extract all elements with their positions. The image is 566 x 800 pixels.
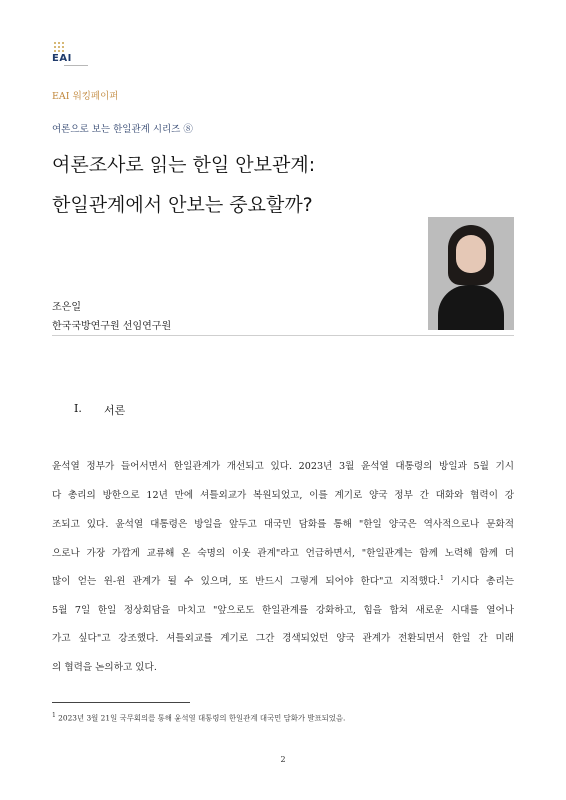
- body-line: 많이 얻는 윈-윈 관계가 될 수 있으며, 또 반드시 그렇게 되어야 한다"고 지적했다.$^1$ 기시다 총리는: [52, 574, 514, 587]
- section-title: 서론: [104, 404, 126, 417]
- section-number: I.: [74, 402, 82, 415]
- footnote-divider: [52, 702, 190, 703]
- body-line: 윤석열 정부가 들어서면서 한일관계가 개선되고 있다. 2023년 3월 윤석열 대통령의 방일과 5월 기시: [52, 461, 514, 472]
- body-line: 가고 싶다"고 강조했다. 셔틀외교를 계기로 그간 경색되었던 양국 관계가 전환되면서 한일 간 미래: [52, 633, 514, 644]
- logo-dots-icon: [54, 42, 64, 52]
- body-line: 5월 7일 한일 정상회담을 마치고 "앞으로도 한일관계를 강화하고, 힘을 합쳐 새로운 시대를 열어나: [52, 605, 514, 616]
- body-line: 다 총리의 방한으로 12년 만에 셔틀외교가 복원되었고, 이를 계기로 양국 정부 간 대화와 협력이 강: [52, 490, 514, 501]
- title-line-2: 한일관계에서 안보는 중요할까?: [52, 194, 313, 216]
- author-affiliation: 한국국방연구원 선임연구원: [52, 321, 172, 332]
- page-number: 2: [280, 755, 286, 764]
- logo-underline: [64, 65, 88, 66]
- footnote: $^1$ 2023년 3월 21일 국무회의를 통해 윤석열 대통령의 한일관계 대국민 담화가 발표되었음.: [52, 712, 346, 723]
- footnote-ref[interactable]: 1: [440, 574, 444, 582]
- author-photo: [428, 217, 514, 330]
- body-line: 조되고 있다. 윤석열 대통령은 방일을 앞두고 대국민 담화를 통해 "한일 양국은 역사적으로나 문화적: [52, 519, 514, 530]
- footnote-marker: 1: [52, 712, 56, 719]
- author-name: 조은일: [52, 302, 81, 313]
- body-line: 의 협력을 논의하고 있다.: [52, 662, 157, 673]
- header-divider: [52, 335, 514, 336]
- title-line-1: 여론조사로 읽는 한일 안보관계:: [52, 154, 316, 176]
- body-line: 으로나 가장 가깝게 교류해 온 숙명의 이웃 관계"라고 언급하면서, "한일관계는 함께 노력해 함께 더: [52, 548, 514, 559]
- working-paper-label: EAI 워킹페이퍼: [52, 91, 119, 102]
- eai-logo: [52, 42, 96, 68]
- series-label: 여론으로 보는 한일관계 시리즈 ⑧: [52, 124, 193, 135]
- logo-text: EAI: [52, 53, 72, 64]
